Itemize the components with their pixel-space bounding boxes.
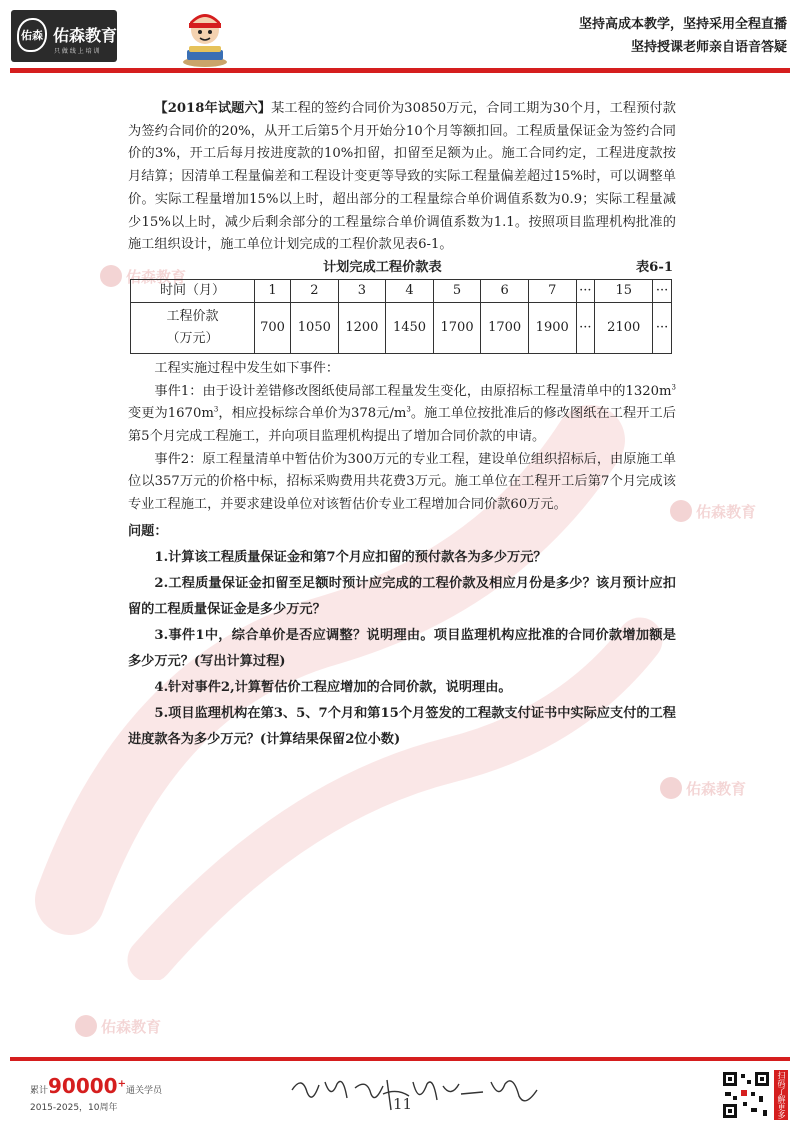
question-title: 【2018年试题六】: [154, 101, 272, 116]
table-cell: 1: [255, 279, 291, 302]
event-1: [128, 381, 676, 449]
table-cell: 4: [386, 279, 434, 302]
event-2: 事件2：原工程量清单中暂估价为300万元的专业工程，建设单位组织招标后，由原施工单位以357万元的价格中标，招标采购费用共花费3万元。施工单位在工程开工后第7个月完成该专业工程施工，并要求建设单位对该暂估价专业工程增加合同价款60万元。: [128, 451, 676, 513]
watermark-logo: [660, 777, 746, 799]
table-cell: 15: [595, 279, 653, 302]
footer-count: 90000: [48, 1074, 118, 1098]
events-intro: 工程实施过程中发生如下事件：: [154, 360, 340, 376]
table-cell: ···: [653, 302, 672, 353]
table-cell: 2: [291, 279, 339, 302]
event-1-text: ，相应投标综合单价为378元/m: [218, 406, 407, 422]
event-1-text: 变更为1670m: [128, 406, 214, 422]
watermark-text: 佑森教育: [101, 1017, 162, 1036]
table-cell: ···: [576, 279, 595, 302]
logo-subtitle: 只 做 线 上 培 训: [54, 48, 100, 55]
question-item: 5.项目监理机构在第3、5、7个月和第15个月签发的工程款支付证书中实际应支付的工程进度款各为多少万元？(计算结果保留2位小数): [128, 705, 676, 747]
table-cell: 1450: [386, 302, 434, 353]
table-cell: 1050: [291, 302, 339, 353]
table-cell: 2100: [595, 302, 653, 353]
table-header-line-2: （万元）: [166, 330, 219, 346]
watermark-text: 佑森教育: [686, 779, 747, 798]
table-cell: 1900: [528, 302, 576, 353]
footer-years: 2015-2025，10周年: [30, 1103, 118, 1113]
superscript: 3: [671, 383, 676, 392]
signature-handwriting: [287, 1070, 547, 1120]
mascot-icon: [175, 6, 235, 68]
table-cell: 7: [528, 279, 576, 302]
table-cell: 3: [338, 279, 386, 302]
qr-label: 扫码了解更多: [774, 1070, 788, 1120]
questions-label: 问题：: [128, 523, 168, 539]
table-cell: ···: [576, 302, 595, 353]
table-cell: 700: [255, 302, 291, 353]
table-row: [131, 302, 672, 353]
header-divider: [10, 68, 790, 73]
table-cell: 1700: [481, 302, 529, 353]
header-slogan-2: 坚持授课老师亲自语音答疑: [630, 40, 787, 55]
question-item: 2.工程质量保证金扣留至足额时预计应完成的工程价款及相应月份是多少？该月预计应扣留的工程质量保证金是多少万元？: [128, 575, 676, 617]
brand-logo: [11, 10, 117, 62]
watermark-icon: [100, 265, 122, 287]
superscript: 3: [406, 405, 411, 414]
logo-name: 佑森教育: [53, 26, 118, 45]
footer-cumulative-label: 累计: [30, 1086, 49, 1096]
footer-divider: [10, 1057, 790, 1061]
questions: [128, 519, 676, 753]
table-cell: 1200: [338, 302, 386, 353]
event-1-text: 。施工单位按批准后的修改图纸在工程开工后第5个月完成工程施工，并向项目监理机构提出了增加合同价款的申请。: [128, 406, 676, 445]
table-caption: [128, 257, 676, 279]
footer-count-suffix: 通关学员: [126, 1086, 163, 1096]
logo-mark-icon: 佑森: [17, 18, 47, 52]
footer-stats: [30, 1074, 162, 1113]
watermark-logo: [75, 1015, 161, 1037]
watermark-text: 佑森教育: [696, 502, 757, 521]
question-intro-text: 某工程的签约合同价为30850万元，合同工期为30个月，工程预付款为签约合同价的20%，从开工后第5个月开始分10个月等额扣回。工程质量保证金为签约合同价的3%，开工后每月按进度款的10%扣留，扣留至足额为止。施工合同约定，工程进度款按月结算；因清单工程量偏差和工程设计变更等导致的实际工程量偏差超过15%时，可以调整单价。实际工程量增加15%以上时，超出部分的工程量综合单价调值系数为0.9；实际工程量减少15%以上时，减少后剩余部分的工程量综合单价调值系数为1.1。按照项目监理机构批准的施工组织设计，施工单位计划完成的工程价款见表6-1。: [128, 101, 676, 253]
watermark-icon: [75, 1015, 97, 1037]
price-table: [130, 279, 672, 354]
watermark-icon: [660, 777, 682, 799]
watermark-logo: [670, 500, 756, 522]
table-cell: 5: [433, 279, 481, 302]
table-cell: ···: [653, 279, 672, 302]
footer-plus: +: [117, 1078, 126, 1090]
table-title: 计划完成工程价款表: [323, 259, 442, 275]
table-header-line-1: 工程价款: [166, 308, 219, 324]
question-item: 3.事件1中，综合单价是否应调整？说明理由。项目监理机构应批准的合同价款增加额是多少万元？(写出计算过程): [128, 627, 676, 669]
question-intro: [128, 98, 676, 257]
superscript: 3: [213, 405, 219, 414]
table-number: 表6-1: [635, 259, 673, 275]
watermark-text: 佑森教育: [126, 267, 187, 286]
question-item: 1.计算该工程质量保证金和第7个月应扣留的预付款各为多少万元？: [154, 549, 547, 565]
header-slogan-1: 坚持高成本教学，坚持采用全程直播: [578, 17, 787, 32]
event-1-text: 事件1：由于设计差错修改图纸使局部工程量发生变化，由原招标工程量清单中的1320m: [154, 383, 672, 399]
page-number: 11: [393, 1095, 413, 1113]
question-content: [128, 98, 676, 753]
question-item: 4.针对事件2,计算暂估价工程应增加的合同价款，说明理由。: [154, 679, 512, 695]
table-header-cell: 时间（月）: [131, 279, 255, 302]
table-cell: 1700: [433, 302, 481, 353]
table-row: [131, 279, 672, 302]
qr-code-icon: [721, 1070, 771, 1120]
table-header-cell: [131, 302, 255, 353]
table-cell: 6: [481, 279, 529, 302]
